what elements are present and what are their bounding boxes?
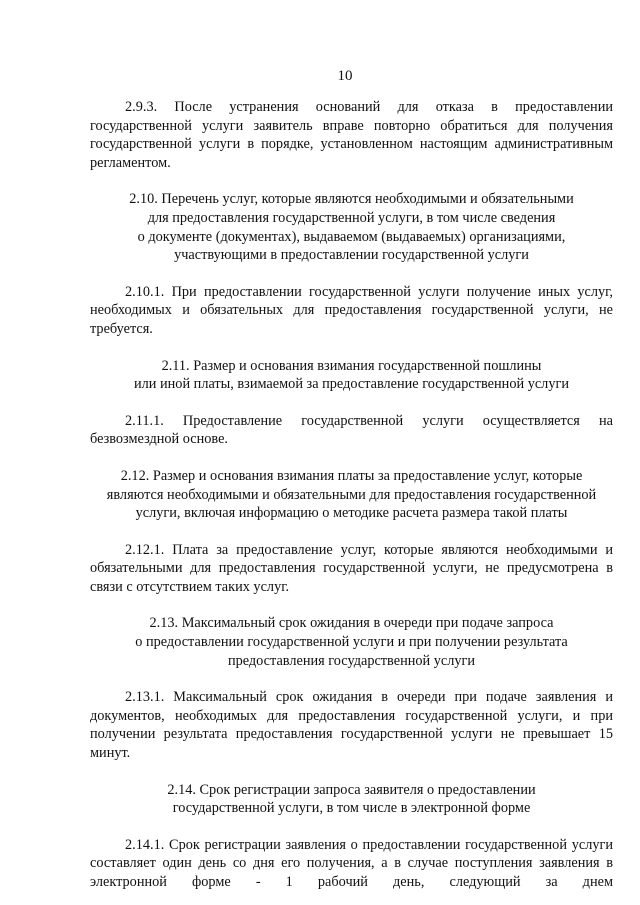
heading-line: 2.11. Размер и основания взимания государственной пошлины — [161, 357, 542, 374]
heading-line: 2.13. Максимальный срок ожидания в очереди при подаче запроса — [149, 615, 554, 632]
heading-line: о предоставлении государственной услуги и при получении результата — [135, 634, 568, 651]
paragraph-2-10-1: 2.10.1. При предоставлении государственной услуги получение иных услуг, необходимых и обязательных для предоставления государственной услуги, не требуется. — [90, 283, 613, 337]
page-number: 10 — [337, 68, 353, 84]
heading-2-13 — [90, 614, 613, 670]
paragraph-2-14-1: 2.14.1. Срок регистрации заявления о предоставлении государственной услуги составляет один день со дня его получения, а в случае поступления заявления в электронной форме - 1 рабочий день, следующий за днем — [90, 836, 613, 890]
heading-line: предоставления государственной услуги — [227, 652, 476, 669]
heading-line: являются необходимыми и обязательными для предоставления государственной — [106, 486, 597, 503]
document-body — [90, 98, 613, 892]
heading-2-11 — [90, 357, 613, 394]
heading-line: 2.12. Размер и основания взимания платы за предоставление услуг, которые — [120, 467, 583, 484]
heading-line: услуги, включая информацию о методике расчета размера такой платы — [135, 505, 568, 522]
paragraph-2-12-1: 2.12.1. Плата за предоставление услуг, которые являются необходимыми и обязательными для предоставления государственной услуги, не предусмотрена в связи с отсутствием таких услуг. — [90, 541, 613, 595]
paragraph-2-13-1: 2.13.1. Максимальный срок ожидания в очереди при подаче заявления и документов, необходимых для предоставления государственной услуги, и при получении результата предоставления государственной услуги не превышает 15 минут. — [90, 689, 613, 762]
heading-line: о документе (документах), выдаваемом (выдаваемых) организациями, — [137, 228, 566, 245]
heading-2-12 — [90, 467, 613, 523]
heading-line: государственной услуги, в том числе в электронной форме — [172, 800, 531, 817]
paragraph-2-11-1: 2.11.1. Предоставление государственной услуги осуществляется на безвозмездной основе. — [90, 412, 613, 448]
heading-line: 2.14. Срок регистрации запроса заявителя о предоставлении — [167, 781, 536, 798]
heading-2-10 — [90, 190, 613, 264]
heading-2-14 — [90, 781, 613, 818]
paragraph-2-9-3: 2.9.3. После устранения оснований для отказа в предоставлении государственной услуги заявитель вправе повторно обратиться для получения государственной услуги в порядке, установленном настоящим административным регламентом. — [90, 99, 613, 171]
heading-line: 2.10. Перечень услуг, которые являются необходимыми и обязательными — [129, 191, 574, 208]
heading-line: участвующими в предоставлении государственной услуги — [174, 247, 529, 264]
heading-line: для предоставления государственной услуги, в том числе сведения — [147, 209, 556, 226]
heading-line: или иной платы, взимаемой за предоставление государственной услуги — [133, 376, 569, 393]
